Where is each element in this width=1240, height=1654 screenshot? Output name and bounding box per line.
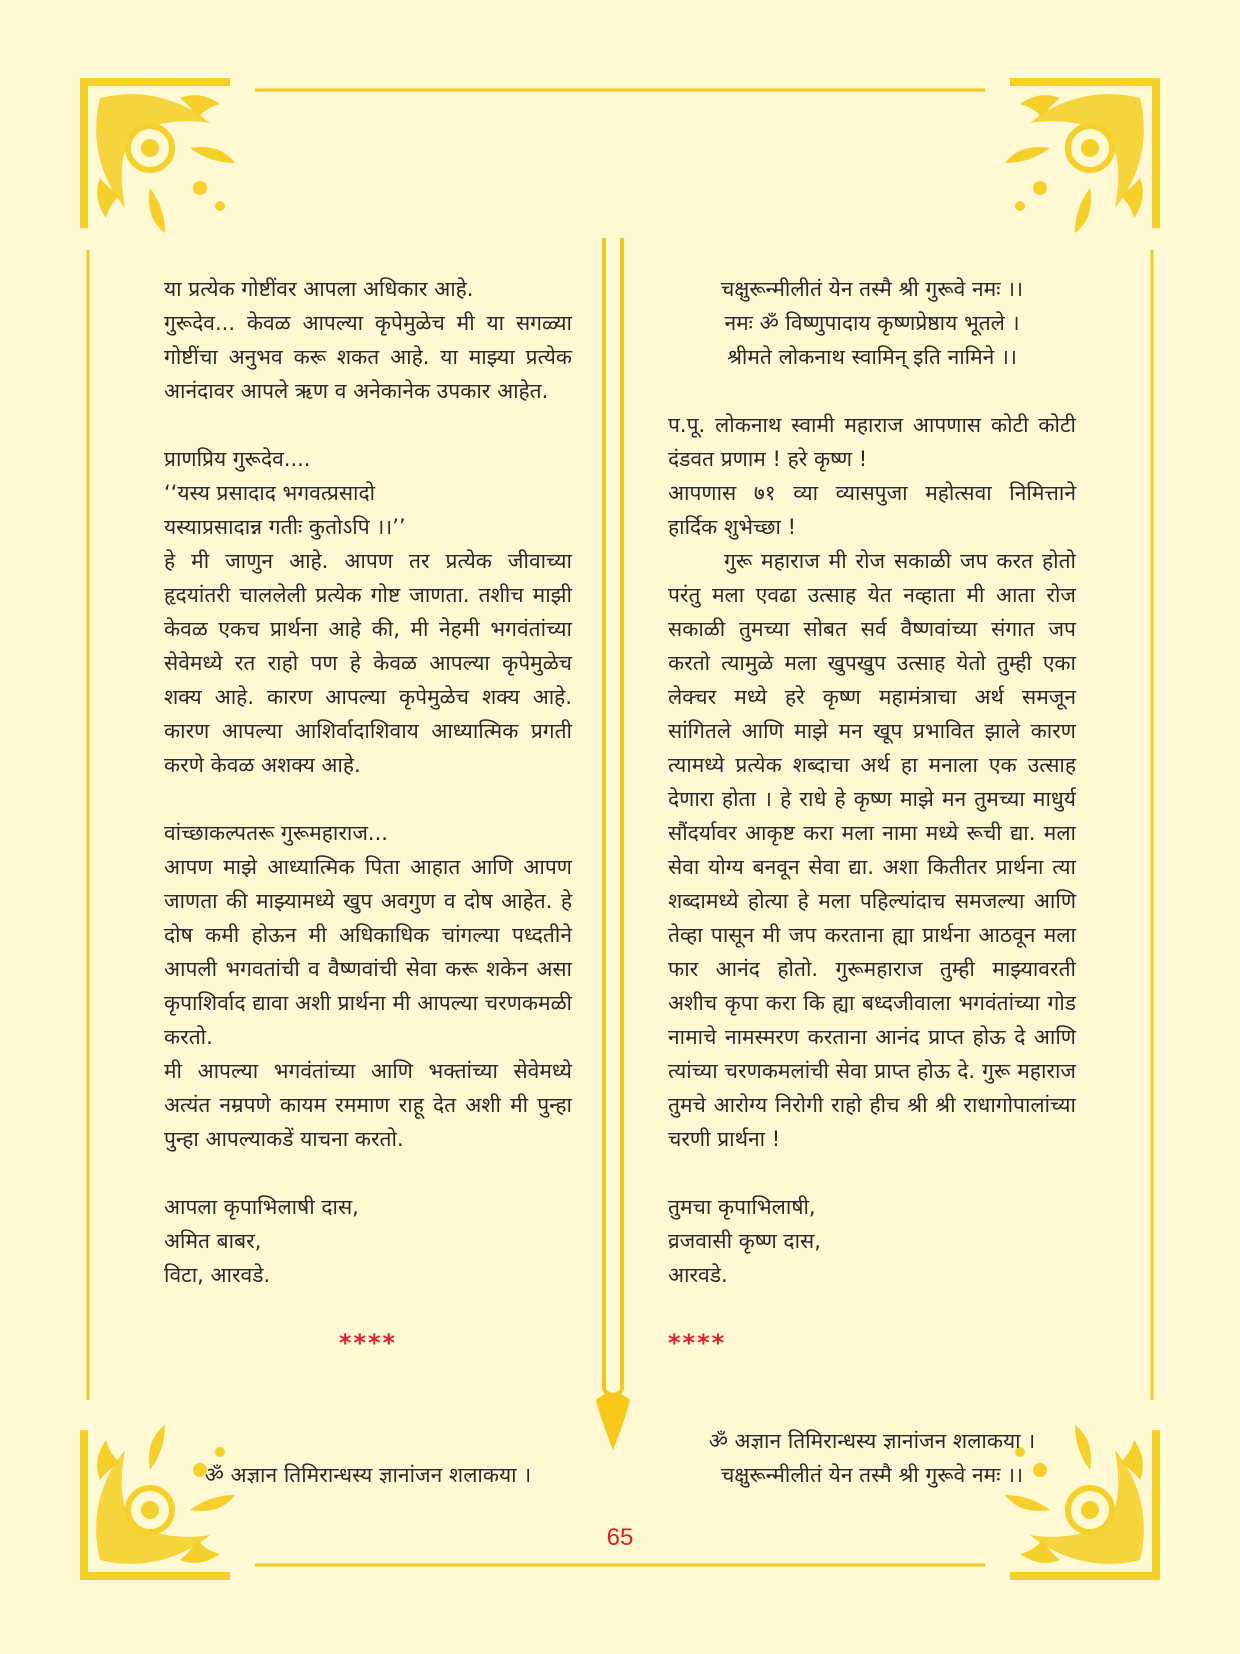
right-verse-line-3: श्रीमते लोकनाथ स्वामिन् इति नामिने ।। bbox=[727, 345, 1017, 369]
right-closing-verse-line-2: चक्षुरून्मीलीतं येन तस्मै श्री गुरूवे नमः ।। bbox=[720, 1463, 1024, 1487]
left-paragraph-2: गुरूदेव... केवळ आपल्या कृपेमुळेच मी या सगळ्या गोष्टींचा अनुभव करू शकत आहे. या माझ्या प्रत्येक आनंदावर आपले ऋण व अनेकानेक उपकार आहेत. bbox=[164, 311, 572, 403]
right-stars: **** bbox=[668, 1329, 727, 1357]
left-signature-line-3: विटा, आरवडे. bbox=[164, 1263, 271, 1287]
right-verse-line-2: नमः ॐ विष्णुपादाय कृष्णप्रेष्ठाय भूतले । bbox=[724, 311, 1020, 335]
left-signature-line-1: आपला कृपाभिलाषी दास, bbox=[164, 1195, 359, 1219]
left-paragraph-7: मी आपल्या भगवंतांच्या आणि भक्तांच्या सेवेमध्ये अत्यंत नम्रपणे कायम रममाण राहू देत अशी मी पुन्हा पुन्हा आपल्याकडें याचना करतो. bbox=[164, 1059, 572, 1151]
left-column bbox=[164, 272, 572, 1360]
right-signature-line-2: व्रजवासी कृष्ण दास, bbox=[668, 1229, 821, 1253]
left-paragraph-6: आपण माझे आध्यात्मिक पिता आहात आणि आपण जाणता की माझ्यामध्ये खुप अवगुण व दोष आहेत. हे दोष कमी होऊन मी अधिकाधिक चांगल्या पध्दतीने आपली भगवतांची व वैष्णवांची सेवा करू शकेन असा कृपाशिर्वाद द्यावा अशी प्रार्थना मी आपल्या चरणकमळी करतो. bbox=[164, 855, 572, 1049]
left-closing-verse: ॐ अज्ञान तिमिरान्धस्य ज्ञानांजन शलाकया । bbox=[204, 1463, 532, 1487]
page-number: 65 bbox=[606, 1524, 634, 1551]
left-verse-line-2: यस्याप्रसादान्न गतीः कुतोऽपि ।।’’ bbox=[164, 515, 406, 539]
right-paragraph-1: प.पू. लोकनाथ स्वामी महाराज आपणास कोटी कोटी दंडवत प्रणाम ! हरे कृष्ण ! bbox=[668, 413, 1076, 471]
left-stars: **** bbox=[338, 1329, 398, 1357]
right-column bbox=[668, 272, 1076, 1360]
right-verse-line-1: चक्षुरून्मीलीतं येन तस्मै श्री गुरूवे नमः ।। bbox=[720, 277, 1024, 301]
right-closing-verse-line-1: ॐ अज्ञान तिमिरान्धस्य ज्ञानांजन शलाकया । bbox=[708, 1429, 1036, 1453]
left-paragraph-4: हे मी जाणुन आहे. आपण तर प्रत्येक जीवाच्या हृदयांतरी चाललेली प्रत्येक गोष्ट जाणता. तशीच माझी केवळ एकच प्रार्थना आहे की, मी नेहमी भगवंतांच्या सेवेमध्ये रत राहो पण हे केवळ आपल्या कृपेमुळेच शक्य आहे. कारण आपल्या कृपेमुळेच शक्य आहे. कारण आपल्या आशिर्वादाशिवाय आध्यात्मिक प्रगती करणे केवळ अशक्य आहे. bbox=[164, 549, 572, 777]
right-paragraph-2: आपणास ७१ व्या व्यासपुजा महोत्सवा निमित्ताने हार्दिक शुभेच्छा ! bbox=[668, 481, 1076, 539]
right-paragraph-3: गुरू महाराज मी रोज सकाळी जप करत होतो परंतु मला एवढा उत्साह येत नव्हाता मी आता रोज सकाळी तुमच्या सोबत सर्व वैष्णवांच्या संगात जप करतो त्यामुळे मला खुपखुप उत्साह येतो तुम्ही एका लेक्चर मध्ये हरे कृष्ण महामंत्राचा अर्थ समजून सांगितले आणि माझे मन खूप प्रभावित झाले कारण त्यामध्ये प्रत्येक शब्दाचा अर्थ हा मनाला एक उत्साह देणारा होता । हे राधे हे कृष्ण माझे मन तुमच्या माधुर्य सौंदर्यावर आकृष्ट करा मला नामा मध्ये रूची द्या. मला सेवा योग्य बनवून सेवा द्या. अशा कितीतर प्रार्थना त्या शब्दामध्ये होत्या हे मला पहिल्यांदाच समजल्या आणि तेव्हा पासून मी जप करताना ह्या प्रार्थना आठवून मला फार आनंद होतो. गुरूमहाराज तुम्ही माझ्यावरती अशीच कृपा करा कि ह्या बध्दजीवाला भगवंतांच्या गोड नामाचे नामस्मरण करताना आनंद प्राप्त होऊ दे आणि त्यांच्या चरणकमलांची सेवा प्राप्त होऊ दे. गुरू महाराज तुमचे आरोग्य निरोगी राहो हीच श्री श्री राधागोपालांच्या चरणी प्रार्थना ! bbox=[668, 549, 1076, 1151]
left-paragraph-5: वांच्छाकल्पतरू गुरूमहाराज... bbox=[164, 821, 388, 845]
left-verse-line-1: ‘‘यस्य प्रसादाद भगवत्प्रसादो bbox=[164, 481, 376, 505]
right-signature-line-3: आरवडे. bbox=[668, 1263, 728, 1287]
left-signature-line-2: अमित बाबर, bbox=[164, 1229, 262, 1253]
right-signature-line-1: तुमचा कृपाभिलाषी, bbox=[668, 1195, 816, 1219]
left-paragraph-3: प्राणप्रिय गुरूदेव.... bbox=[164, 447, 311, 471]
right-closing-verse bbox=[668, 1424, 1076, 1492]
left-paragraph-1: या प्रत्येक गोष्टींवर आपला अधिकार आहे. bbox=[164, 277, 474, 301]
